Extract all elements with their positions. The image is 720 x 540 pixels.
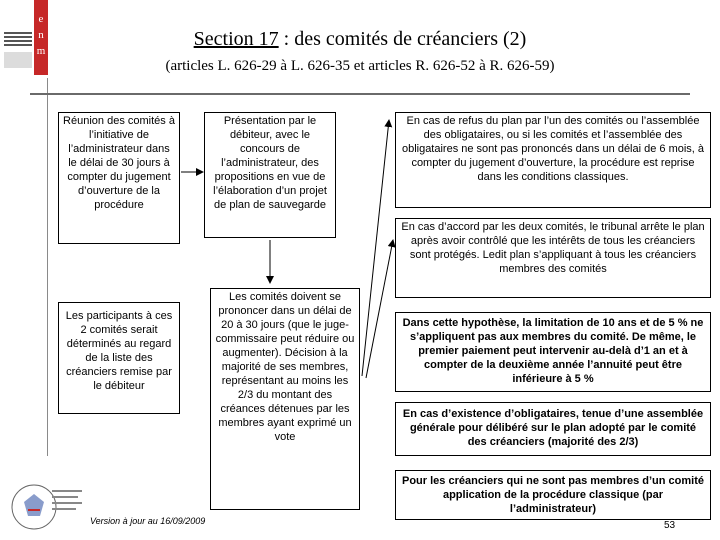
right-box-accord	[395, 218, 711, 298]
arrow-to-refus	[362, 120, 389, 376]
middle-box-presentation-text: Présentation par le débiteur, avec le concours de l’administrateur, des propositions en vue de l’élaboration d’un projet de plan de sauvegarde	[213, 115, 327, 211]
right-box-refus	[395, 112, 711, 208]
right-box-non-membres	[395, 470, 711, 520]
left-box-reunion-text: Réunion des comités à l’initiative de l’administrateur dans le délai de 30 jours à compter du jugement d’ouverture de la procédure	[63, 115, 175, 211]
middle-box-delai-text: Les comités doivent se prononcer dans un délai de 20 à 30 jours (que le juge-commissaire peut réduire ou augmenter). Décision à la majorité de ses membres, représentant au moins les 2/3 du montant des créances détenues par les membres ayant exprimé un vote	[215, 291, 355, 443]
left-box-participants	[58, 302, 180, 414]
right-box-hypothese-text: Dans cette hypothèse, la limitation de 10 ans et de 5 % ne s’appliquent pas aux membres du comité. De même, le premier paiement peut intervenir au-delà d’1 an et à compter de la deuxième année l’annuité peut être inférieure à 5 %	[402, 317, 704, 385]
right-box-non-membres-text: Pour les créanciers qui ne sont pas membres d’un comité application de la procédure classique (par l’administrateur)	[402, 475, 704, 515]
svg-text:n: n	[38, 29, 44, 41]
title-section: Section 17	[193, 28, 279, 50]
header-rule	[30, 93, 690, 95]
left-box-participants-text: Les participants à ces 2 comités serait déterminés au regard de la liste des créanciers remise par le débiteur	[65, 310, 173, 392]
middle-box-presentation	[204, 112, 336, 238]
svg-text:e: e	[38, 13, 44, 25]
right-box-accord-text: En cas d’accord par les deux comités, le tribunal arrête le plan après avoir contrôlé que les intérêts de tous les créanciers sont protégés. Ledit plan s’appliquant à tous les créanciers membres des comités	[401, 221, 705, 275]
arrow-to-accord	[366, 240, 393, 378]
right-box-obligataires	[395, 402, 711, 456]
cncc-seal-graphic	[6, 482, 90, 532]
right-box-refus-text: En cas de refus du plan par l’un des comités ou l’assemblée des obligataires, ou si les comités et l’assemblée des obligataires ne sont pas prononcés dans un délai de 6 mois, à compter du jugement d’ouverture, la procédure est reprise dans les conditions classiques.	[401, 115, 705, 183]
right-box-hypothese	[395, 312, 711, 392]
right-box-obligataires-text: En cas d’existence d’obligataires, tenue d’une assemblée générale pour délibéré sur le plan adopté par le comité des créanciers (majorité des 2/3)	[402, 408, 704, 448]
middle-box-delai	[210, 288, 360, 510]
left-box-reunion	[58, 112, 180, 244]
version-note: Version à jour au 16/09/2009	[90, 516, 206, 526]
page-title	[0, 28, 720, 51]
cncc-seal	[6, 482, 90, 532]
title-rest: : des comités de créanciers (2)	[278, 28, 527, 50]
page-subtitle: (articles L. 626-29 à L. 626-35 et articles R. 626-52 à R. 626-59)	[165, 58, 555, 74]
svg-text:m: m	[36, 45, 46, 57]
left-divider	[47, 78, 48, 456]
page-number: 53	[664, 520, 676, 531]
